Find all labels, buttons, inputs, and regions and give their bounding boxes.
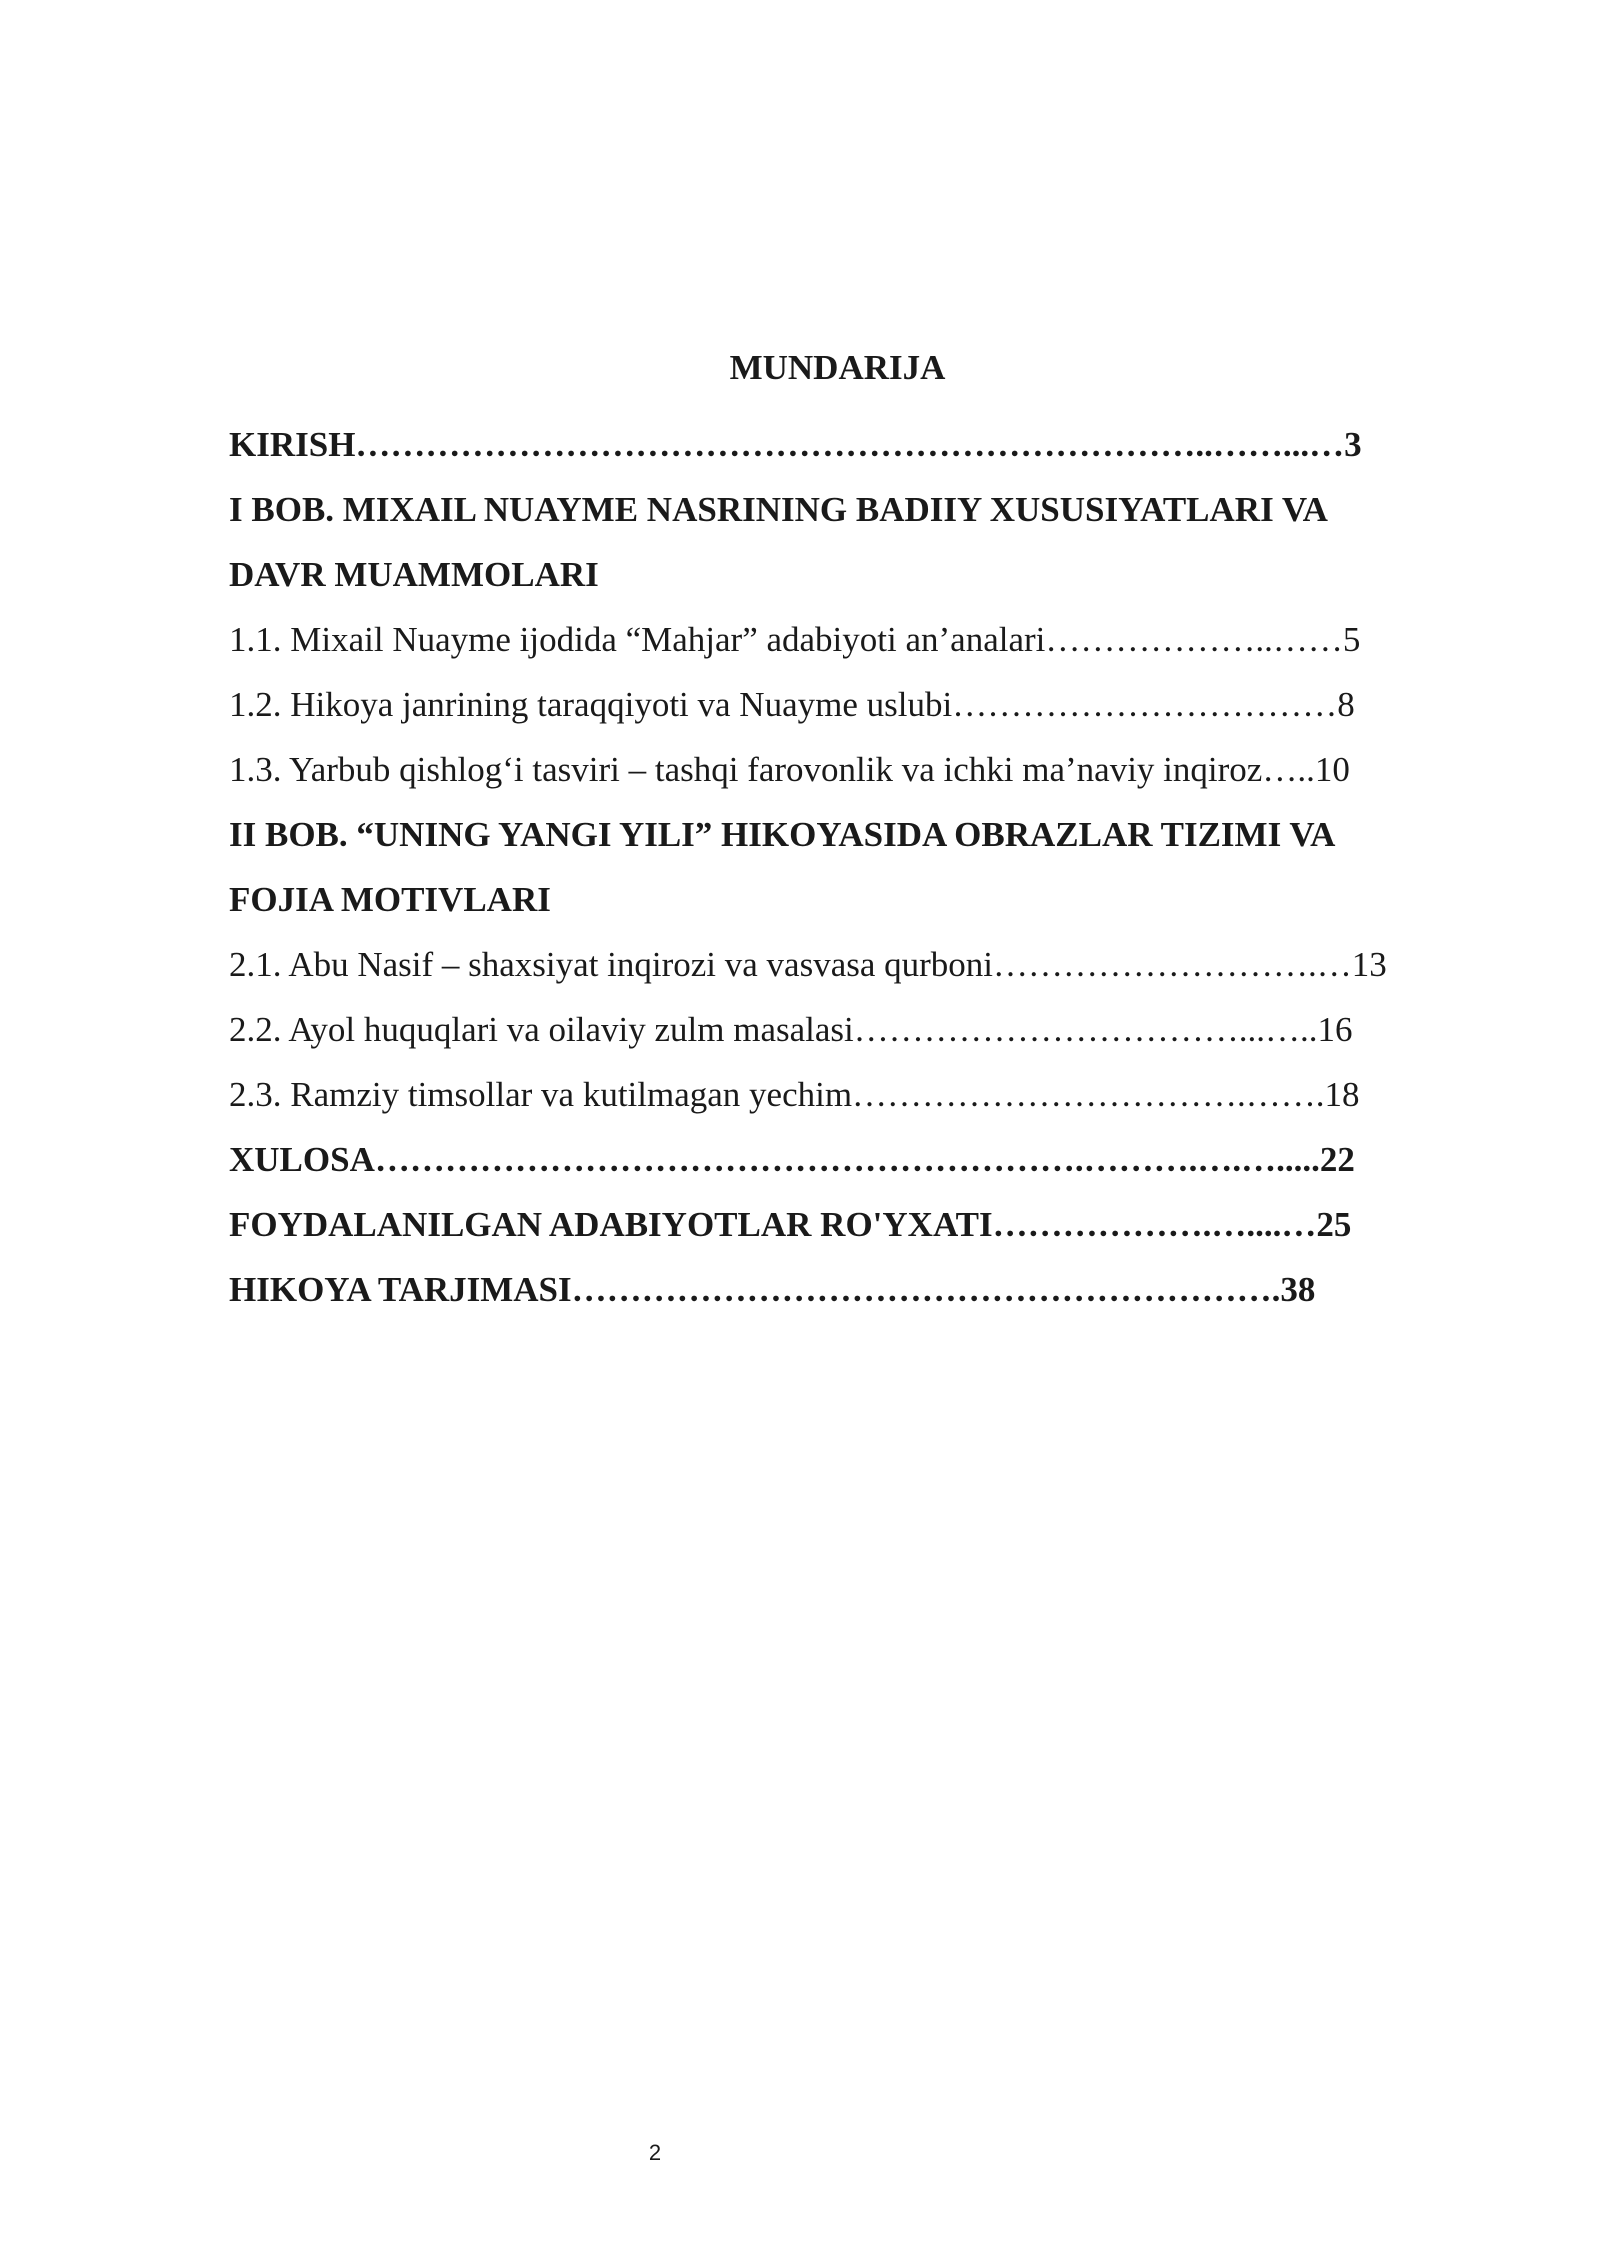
toc-entry-kirish: KIRISH………………………………………………………………..……...…3 xyxy=(229,425,1362,464)
toc-entry-references: FOYDALANILGAN ADABIYOTLAR RO'YXATI……………….…....…25 xyxy=(229,1205,1352,1244)
page-number: 2 xyxy=(648,2140,662,2165)
toc-entry-chapter-2-title-cont: FOJIA MOTIVLARI xyxy=(229,880,551,919)
toc-entry-section-1-2: 1.2. Hikoya janrining taraqqiyoti va Nuayme uslubi……………………………8 xyxy=(229,685,1355,724)
toc-entry-xulosa: XULOSA…………………………………………………….……….….….....22 xyxy=(229,1140,1355,1179)
toc-entry-chapter-1-title-cont: DAVR MUAMMOLARI xyxy=(229,555,599,594)
toc-entry-section-1-3: 1.3. Yarbub qishlog‘i tasviri – tashqi farovonlik va ichki ma’naviy inqiroz…..10 xyxy=(229,750,1350,789)
toc-entry-chapter-1-title: I BOB. MIXAIL NUAYME NASRINING BADIIY XUSUSIYATLARI VA xyxy=(229,490,1328,529)
toc-entry-chapter-2-title: II BOB. “UNING YANGI YILI” HIKOYASIDA OBRAZLAR TIZIMI VA xyxy=(229,815,1336,854)
table-of-contents xyxy=(229,412,1446,1322)
toc-entry-section-2-3: 2.3. Ramziy timsollar va kutilmagan yechim…………………………….…….18 xyxy=(229,1075,1360,1114)
toc-entry-translation: HIKOYA TARJIMASI…………………………………………………….38 xyxy=(229,1270,1316,1309)
toc-entry-section-1-1: 1.1. Mixail Nuayme ijodida “Mahjar” adabiyoti an’analari………………..……5 xyxy=(229,620,1361,659)
toc-title: MUNDARIJA xyxy=(729,348,946,387)
toc-entry-section-2-2: 2.2. Ayol huquqlari va oilaviy zulm masalasi……………………………...…..16 xyxy=(229,1010,1353,1049)
toc-entry-section-2-1: 2.1. Abu Nasif – shaxsiyat inqirozi va vasvasa qurboni……………………….…13 xyxy=(229,945,1387,984)
